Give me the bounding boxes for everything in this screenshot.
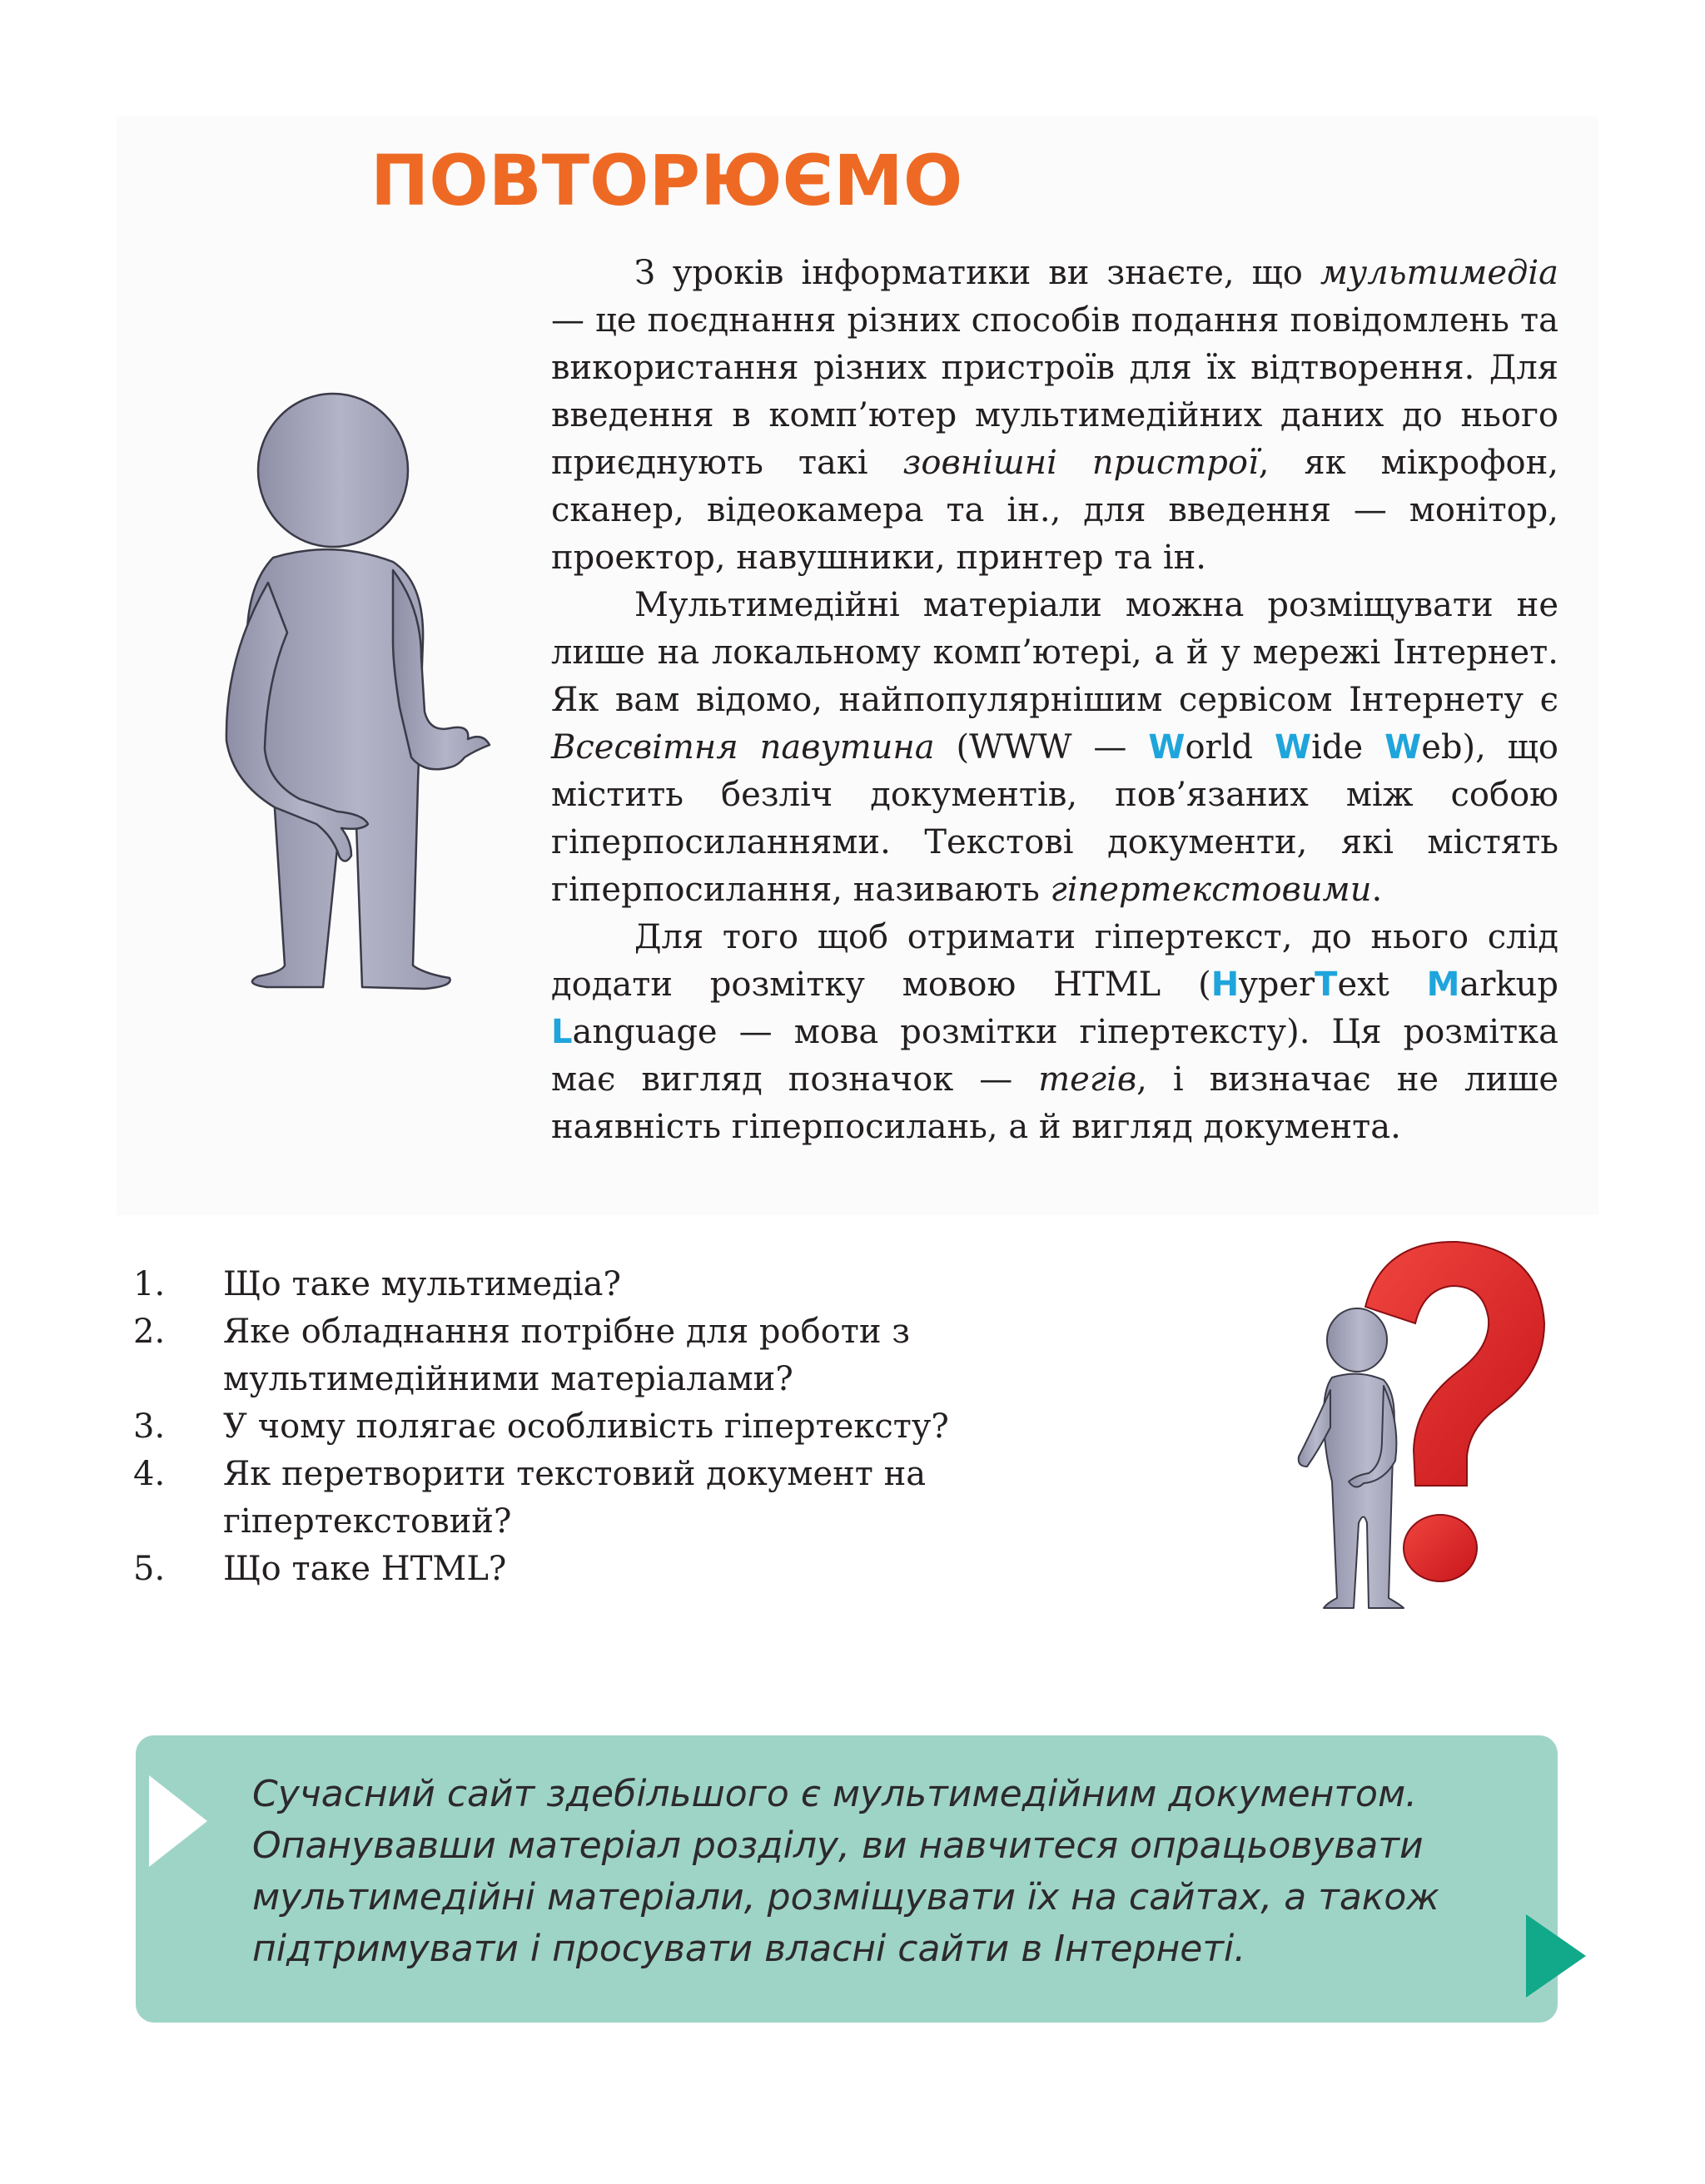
text-run: Мультимедійні матеріали можна розміщувати не лише на локальному комп’ютері, а й у мережі Інтернет. Як вам відомо, найпопулярнішим сервісом Інтернету є [551, 586, 1558, 719]
text-run: arkup [1459, 965, 1558, 1004]
text-run: ext [1337, 965, 1427, 1004]
review-questions-list [133, 1261, 1049, 1593]
callout-text: Сучасний сайт здебільшого є мультимедійним документом. Опанувавши матеріал розділу, ви навчитеся опрацьовувати мультимедійні матеріали, розміщувати їх на сайтах, а також підтримувати і просувати власні сайти в Інтернеті. [252, 1773, 1439, 1970]
question-text: Що таке HTML? [223, 1550, 507, 1588]
text-run: , і визначає не лише наявність гіперпосилань, а й вигляд документа. [551, 1060, 1558, 1146]
question-text: У чому полягає особливість гіпертексту? [223, 1407, 949, 1446]
intro-paragraph-1 [551, 250, 1558, 582]
question-text: Яке обладнання потрібне для роботи з мультимедійними матеріалами? [223, 1313, 911, 1398]
term-external-devices: зовнішні пристрої [902, 444, 1259, 482]
intro-paragraph-2 [551, 582, 1558, 914]
list-item [133, 1451, 1049, 1546]
section-heading: ПОВТОРЮЄМО [370, 140, 963, 221]
highlight-letter: W [1384, 728, 1422, 767]
text-run: orld [1185, 728, 1275, 767]
question-number: 1. [133, 1265, 166, 1303]
text-run: З уроків інформатики ви знаєте, що [634, 254, 1320, 292]
text-run: anguage — мова розмітки гіпертексту). Ця розмітка має вигляд позначок — [551, 1013, 1558, 1099]
question-mark-figure-illustration [1290, 1232, 1565, 1615]
question-number: 2. [133, 1313, 166, 1351]
question-number: 3. [133, 1407, 166, 1446]
list-item [133, 1261, 1049, 1308]
highlight-letter: W [1274, 728, 1312, 767]
question-text: Як перетворити текстовий документ на гіпертекстовий? [223, 1455, 927, 1541]
list-item [133, 1403, 1049, 1451]
intro-paragraph-3 [551, 914, 1558, 1151]
text-run: ide [1311, 728, 1385, 767]
question-number: 5. [133, 1550, 166, 1588]
list-item [133, 1308, 1049, 1403]
highlight-letter: M [1426, 965, 1460, 1004]
text-run: Для того щоб отримати гіпертекст, до нього слід додати розмітку мовою HTML ( [551, 918, 1558, 1004]
play-arrow-icon [1526, 1914, 1586, 1998]
highlight-letter: W [1148, 728, 1186, 767]
presenter-figure-illustration [175, 391, 500, 1007]
highlight-letter: L [551, 1013, 573, 1051]
text-run: yper [1239, 965, 1315, 1004]
question-number: 4. [133, 1455, 166, 1493]
highlight-letter: H [1210, 965, 1240, 1004]
text-run: — це поєднання різних способів подання повідомлень та використання різних пристроїв для їх відтворення. Для введення в комп’ютер мультимедійних даних до нього приєднують такі [551, 301, 1558, 482]
term-multimedia: мультимедіа [1320, 254, 1558, 292]
term-tags: тегів [1038, 1060, 1137, 1099]
highlight-letter: T [1315, 965, 1338, 1004]
intro-text-block [551, 250, 1558, 1151]
text-run: . [1371, 871, 1383, 909]
question-text: Що таке мультимедіа? [223, 1265, 621, 1303]
text-run: (WWW — [934, 728, 1149, 767]
text-run: , як мікрофон, сканер, відеокамера та ін., для введення — монітор, проектор, навушники, принтер та ін. [551, 444, 1558, 577]
text-run: eb), що містить безліч документів, пов’язаних між собою гіперпосиланнями. Текстові документи, які містять гіперпосилання, називають [551, 728, 1559, 909]
callout-box [136, 1735, 1558, 2023]
term-world-wide-web: Всесвітня павутина [551, 728, 935, 767]
list-item [133, 1546, 1049, 1593]
play-arrow-icon [149, 1775, 207, 1867]
term-hypertext: гіпертекстовими [1050, 871, 1372, 909]
